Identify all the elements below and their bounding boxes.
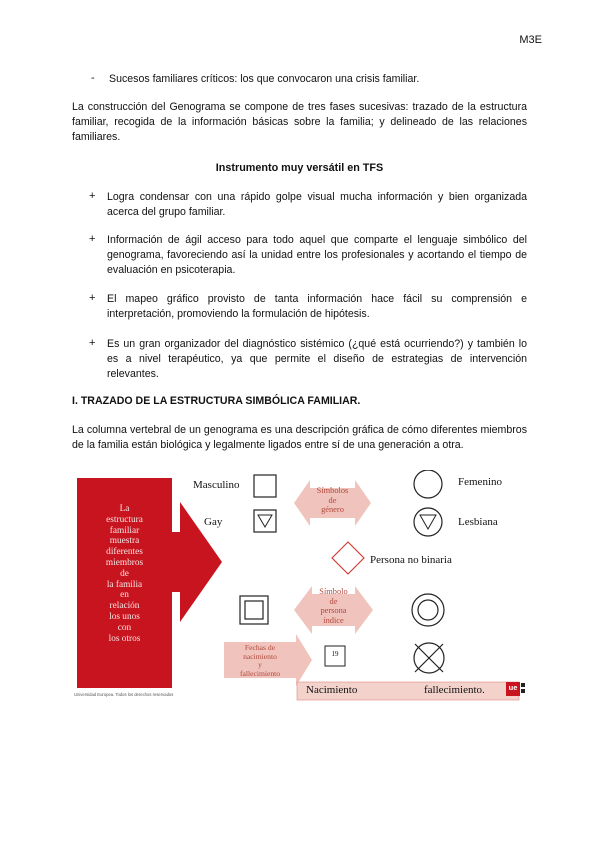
- red-box-line: en: [120, 590, 129, 601]
- red-box-line: la familia: [106, 579, 143, 590]
- bullet-list: [89, 190, 529, 387]
- gay-triangle: [258, 515, 272, 527]
- bullet-text: Es un gran organizador del diagnóstico sistémico (¿qué está ocurriendo?) y también lo es a nivel terapéutico, ya que permite el diseño de estrategias de intervención relevantes.: [107, 338, 527, 380]
- red-box-line: con: [117, 622, 132, 633]
- page-header: M3E: [519, 34, 542, 46]
- lesbian-triangle: [420, 515, 436, 529]
- index-label-line: de: [329, 596, 338, 606]
- ue-logo-mark-1: [521, 683, 525, 687]
- genogram-figure: [72, 470, 532, 702]
- intro-paragraph: La construcción del Genograma se compone de tres fases sucesivas: trazado de la estructura familiar, recogida de la información básicas sobre la familia; y delineado de las relaciones familiares.: [72, 101, 527, 143]
- red-box-line: diferentes: [106, 547, 143, 558]
- bullet-text: Información de ágil acceso para todo aquel que comparte el lenguaje simbólico del genograma, favoreciendo así la unidad entre los profesionales y acortando el tiempo de evaluación en psicoterapia.: [107, 234, 527, 276]
- male-square: [254, 475, 276, 497]
- index-label-line: índice: [323, 615, 344, 625]
- chapter-heading: I. TRAZADO DE LA ESTRUCTURA SIMBÓLICA FAMILIAR.: [72, 395, 361, 407]
- copyright-note: Universidad Europea. Todos los derechos reservados: [74, 692, 174, 697]
- list-item: [89, 337, 529, 387]
- list-item: [89, 292, 529, 336]
- index-inner-circle: [418, 600, 438, 620]
- first-item-text: Sucesos familiares críticos: los que convocaron una crisis familiar.: [109, 73, 420, 85]
- label-simbolos-genero: [310, 486, 355, 515]
- nonbinary-diamond: [332, 542, 364, 574]
- label-persona-no-binaria: Persona no binaria: [370, 554, 452, 566]
- bullet-marker: +: [89, 233, 96, 245]
- red-box-line: estructura: [106, 514, 143, 525]
- index-outer-circle: [412, 594, 444, 626]
- gender-label-line: Símbolos: [316, 486, 349, 495]
- label-year: 19: [331, 650, 339, 658]
- female-circle: [414, 470, 442, 498]
- dates-label-line: nacimiento: [243, 651, 277, 661]
- bullet-text: Logra condensar con una rápido golpe visual mucha información y bien organizada acerca del grupo familiar.: [107, 191, 527, 218]
- bullet-marker: +: [89, 292, 96, 304]
- label-nacimiento: Nacimiento: [306, 684, 358, 696]
- first-item-marker: -: [91, 72, 95, 84]
- ue-logo-mark-2: [521, 689, 525, 693]
- dates-label-line: fallecimiento: [239, 668, 281, 678]
- label-persona-indice: [312, 587, 355, 625]
- list-item: [89, 190, 529, 234]
- gender-label-line: género: [321, 505, 344, 514]
- index-label-line: Símbolo: [319, 587, 348, 596]
- lesbian-circle: [414, 508, 442, 536]
- dates-label-line: Fechas de: [244, 643, 276, 652]
- dates-label-line: y: [258, 660, 262, 670]
- chapter-paragraph: La columna vertebral de un genograma es una descripción gráfica de cómo diferentes miembros de la familia están biológica y legalmente ligados entre sí de una generación a otra.: [72, 424, 527, 451]
- bullet-marker: +: [89, 190, 96, 202]
- gender-label-line: de: [328, 495, 337, 505]
- red-box-line: los otros: [108, 633, 141, 644]
- ue-logo-text: ue: [508, 683, 518, 692]
- red-box-line: familiar: [109, 525, 140, 536]
- red-box-line: de: [120, 568, 129, 579]
- index-label-line: persona: [320, 606, 347, 616]
- label-lesbiana: Lesbiana: [458, 516, 498, 528]
- red-box-line: miembros: [105, 557, 144, 568]
- gay-square: [254, 510, 276, 532]
- label-fallecimiento: fallecimiento.: [424, 684, 485, 696]
- red-box-line: los unos: [109, 611, 140, 622]
- bullet-marker: +: [89, 337, 96, 349]
- bullet-text: El mapeo gráfico provisto de tanta información hace fácil su comprensión e interpretación, promoviendo la formulación de hipótesis.: [107, 293, 527, 320]
- section-title: Instrumento muy versátil en TFS: [215, 162, 384, 174]
- red-box-text: [77, 504, 172, 644]
- index-inner-square: [245, 601, 263, 619]
- red-box-line: relación: [109, 601, 140, 612]
- label-masculino: Masculino: [193, 479, 240, 491]
- red-box-line: La: [119, 504, 130, 514]
- label-gay: Gay: [204, 516, 223, 528]
- red-box-line: muestra: [109, 536, 140, 547]
- index-outer-square: [240, 596, 268, 624]
- label-fechas: [226, 644, 294, 678]
- label-femenino: Femenino: [458, 476, 502, 488]
- list-item: [89, 233, 529, 291]
